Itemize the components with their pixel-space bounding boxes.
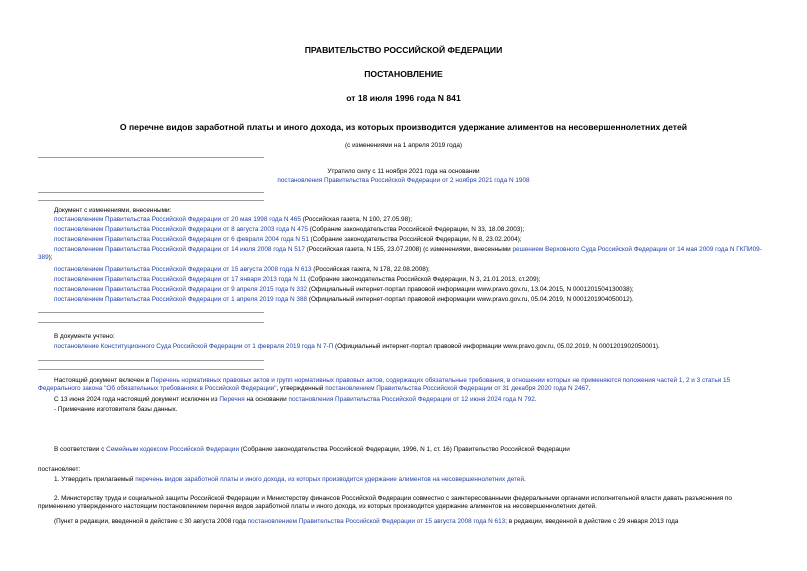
notice-text: С 13 июня 2024 года настоящий документ исключен из xyxy=(54,396,220,403)
doc-title: О перечне видов заработной платы и иного дохода, из которых производится удержание алиментов на несовершеннолетних детей xyxy=(119,122,688,132)
note-text: (Пункт в редакции, введенной в действие с 30 августа 2008 года xyxy=(54,518,248,525)
divider xyxy=(38,322,264,323)
item-2-note xyxy=(54,518,678,526)
considered-heading: В документе учтено: xyxy=(54,333,115,340)
amendment-source: (Российская газета, N 155, 23.07.2008) (с изменениями, внесенными xyxy=(304,246,513,253)
notice-text: на основании xyxy=(244,396,289,403)
amendment-item xyxy=(54,216,412,224)
inclusion-notice xyxy=(38,377,770,393)
note-text: ; в редакции, введенной в действие с 29 января 2013 года xyxy=(505,518,679,525)
divider xyxy=(38,192,264,193)
family-code-link[interactable]: Семейным кодексом Российской Федерации xyxy=(106,446,240,453)
amendment-link[interactable]: постановлением Правительства Российской Федерации от 6 февраля 2004 года N 51 xyxy=(54,236,309,243)
divider xyxy=(38,312,264,313)
amendment-item xyxy=(54,226,524,234)
preamble-text: (Собрание законодательства Российской Федерации, 1996, N 1, ст. 16) Правительство Российской Федерации xyxy=(239,446,570,453)
requirements-list-link[interactable]: Перечень нормативных правовых актов и групп нормативных правовых актов, содержащих обязательные требования, в отношении которых не применяются положения частей 1, 2 и 3 статьи 15 Федерального закона "Об обязательных требованиях в Российской Федерации" xyxy=(38,377,731,392)
amendment-item xyxy=(54,266,430,274)
amendment-source: (Собрание законодательства Российской Федерации, N 8, 23.02.2004); xyxy=(308,236,522,243)
income-list-link[interactable]: перечень видов заработной платы и иного дохода, из которых производится удержание алиментов на несовершеннолетних детей xyxy=(135,476,525,483)
notice-text: . xyxy=(534,396,537,403)
lost-force-link-line xyxy=(0,177,807,185)
preamble xyxy=(54,446,570,454)
considered-link[interactable]: постановление Конституционного Суда Российской Федерации от 1 февраля 2019 года N 7-П xyxy=(54,343,334,350)
amendment-source: (Официальный интернет-портал правовой информации www.pravo.gov.ru, 05.04.2019, N 0001201904050012). xyxy=(307,296,634,303)
amendment-link[interactable]: постановлением Правительства Российской Федерации от 15 августа 2008 года N 613 xyxy=(54,266,312,273)
considered-item xyxy=(54,343,660,351)
decree-word: постановляет: xyxy=(38,466,81,473)
considered-source: (Официальный интернет-портал правовой информации www.pravo.gov.ru, 05.02.2019, N 0001201902050001). xyxy=(333,343,660,350)
amendments-heading: Документ с изменениями, внесенными: xyxy=(54,207,172,214)
notice-text: . xyxy=(588,384,591,392)
doc-type: ПОСТАНОВЛЕНИЕ xyxy=(364,69,443,79)
amendment-source: (Собрание законодательства Российской Федерации, N 33, 18.08.2003); xyxy=(307,226,525,233)
lost-force-text: Утратило силу с 11 ноября 2021 года на основании xyxy=(327,168,480,175)
amendment-link[interactable]: постановлением Правительства Российской Федерации от 20 мая 1998 года N 465 xyxy=(54,216,301,223)
resolution-613-link[interactable]: постановлением Правительства Российской Федерации от 15 августа 2008 года N 613 xyxy=(247,518,506,525)
preamble-text: В соответствии с xyxy=(54,446,107,453)
court-decision-link[interactable]: решением Верховного Суда Российской Федерации от 14 мая 2009 года N ГКПИ09-389 xyxy=(38,246,762,261)
divider xyxy=(38,369,264,370)
amendment-item xyxy=(54,296,634,304)
amendment-item xyxy=(54,286,634,294)
amendment-link[interactable]: постановлением Правительства Российской Федерации от 1 апреля 2019 года N 388 xyxy=(54,296,308,303)
notice-text: Настоящий документ включен в xyxy=(54,377,151,384)
item-text: . xyxy=(524,476,526,483)
org-name: ПРАВИТЕЛЬСТВО РОССИЙСКОЙ ФЕДЕРАЦИИ xyxy=(304,45,503,55)
lost-force-link[interactable]: постановления Правительства Российской Федерации от 2 ноября 2021 года N 1908 xyxy=(277,177,530,184)
amendment-source: (Российская газета, N 178, 22.08.2008); xyxy=(311,266,430,273)
divider xyxy=(38,200,264,201)
amendment-item xyxy=(54,236,522,244)
amendment-link[interactable]: постановлением Правительства Российской Федерации от 14 июля 2008 года N 517 xyxy=(54,246,305,253)
amendment-source: (Российская газета, N 100, 27.05.98); xyxy=(300,216,413,223)
item-2: 2. Министерству труда и социальной защиты Российской Федерации и Министерству финансов Российской Федерации совместно с заинтересованными федеральными органами исполнительной власти давать разъяснения по применению утвержденного настоящим постановлением перечня видов заработной платы и иного дохода, из которых производится удержание алиментов на несовершеннолетних детей. xyxy=(38,495,732,510)
amendment-link[interactable]: постановлением Правительства Российской Федерации от 8 августа 2003 года N 475 xyxy=(54,226,308,233)
amendment-item xyxy=(38,246,770,262)
resolution-792-link[interactable]: постановления Правительства Российской Федерации от 12 июня 2024 года N 792 xyxy=(288,396,535,403)
notice-text: , утвержденный xyxy=(276,384,326,392)
amendment-source: (Собрание законодательства Российской Федерации, N 3, 21.01.2013, ст.209); xyxy=(306,276,541,283)
amendment-source: (Официальный интернет-портал правовой информации www.pravo.gov.ru, 13.04.2015, N 0001201504130038); xyxy=(307,286,634,293)
divider xyxy=(38,157,264,158)
amendment-link[interactable]: постановлением Правительства Российской Федерации от 17 января 2013 года N 11 xyxy=(54,276,307,283)
doc-date-number: от 18 июля 1996 года N 841 xyxy=(346,93,461,103)
amendment-item xyxy=(54,276,540,284)
amendment-source-end: ); xyxy=(48,253,53,261)
item-text: 1. Утвердить прилагаемый xyxy=(54,476,136,483)
revision-note: (с изменениями на 1 апреля 2019 года) xyxy=(345,142,462,149)
exclusion-notice xyxy=(54,396,537,404)
resolution-2467-link[interactable]: постановлением Правительства Российской Федерации от 31 декабря 2020 года N 2467 xyxy=(325,384,589,392)
db-maker-note: - Примечание изготовителя базы данных. xyxy=(54,406,178,413)
amendment-link[interactable]: постановлением Правительства Российской Федерации от 9 апреля 2015 года N 332 xyxy=(54,286,308,293)
divider xyxy=(38,360,264,361)
item-1 xyxy=(54,476,526,484)
list-link[interactable]: Перечня xyxy=(219,396,245,403)
